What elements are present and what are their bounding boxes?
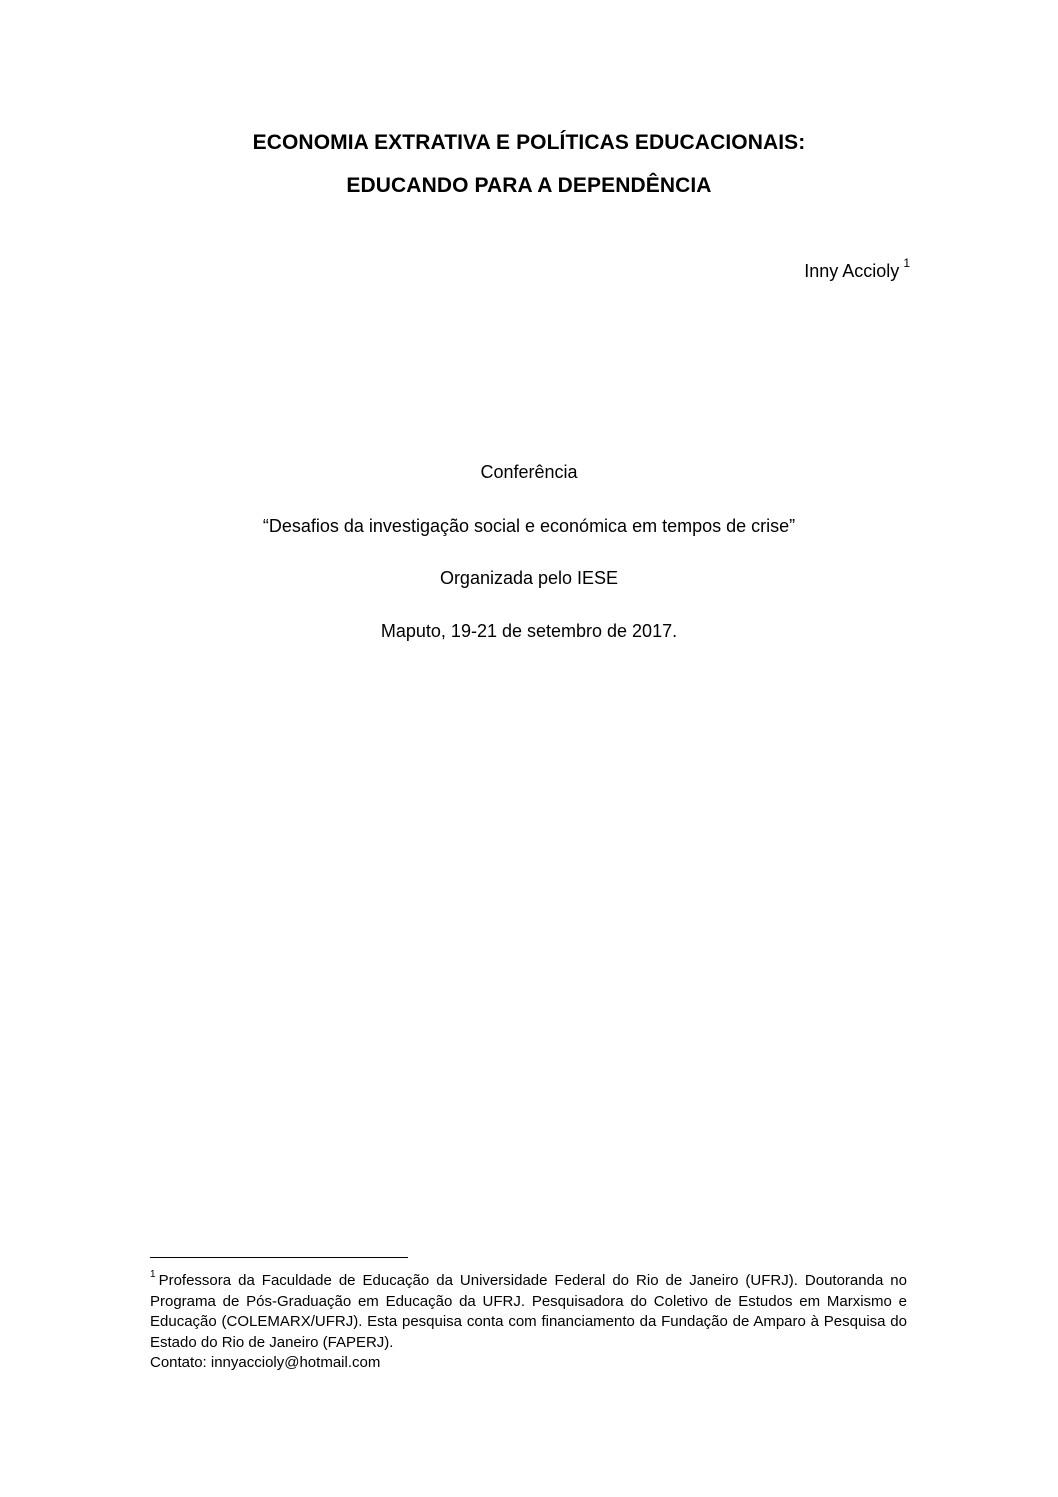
conference-place-date: Maputo, 19-21 de setembro de 2017. xyxy=(380,621,678,641)
footnote-contact: Contato: innyaccioly@hotmail.com xyxy=(150,1354,381,1371)
footnote xyxy=(150,1267,907,1374)
author-footnote-mark: 1 xyxy=(903,256,910,270)
conference-label: Conferência xyxy=(480,462,578,482)
conference-theme: “Desafios da investigação social e económica em tempos de crise” xyxy=(262,516,796,536)
footnote-text: Professora da Faculdade de Educação da Universidade Federal do Rio de Janeiro (UFRJ). Doutoranda no Programa de Pós-Graduação em Educação da UFRJ. Pesquisadora do Coletivo de Estudos em Marxismo e Educação (COLEMARX/UFRJ). Esta pesquisa conta com financiamento da Fundação de Amparo à Pesquisa do Estado do Rio de Janeiro (FAPERJ). xyxy=(150,1272,907,1351)
title-line-1: ECONOMIA EXTRATIVA E POLÍTICAS EDUCACIONAIS: xyxy=(252,131,806,154)
title-line-2: EDUCANDO PARA A DEPENDÊNCIA xyxy=(346,174,712,197)
author-name: Inny Accioly xyxy=(804,261,900,281)
footnote-mark: 1 xyxy=(150,1269,156,1280)
conference-organizer: Organizada pelo IESE xyxy=(439,568,619,588)
footnote-separator xyxy=(150,1257,408,1258)
author-name-block xyxy=(804,256,910,282)
